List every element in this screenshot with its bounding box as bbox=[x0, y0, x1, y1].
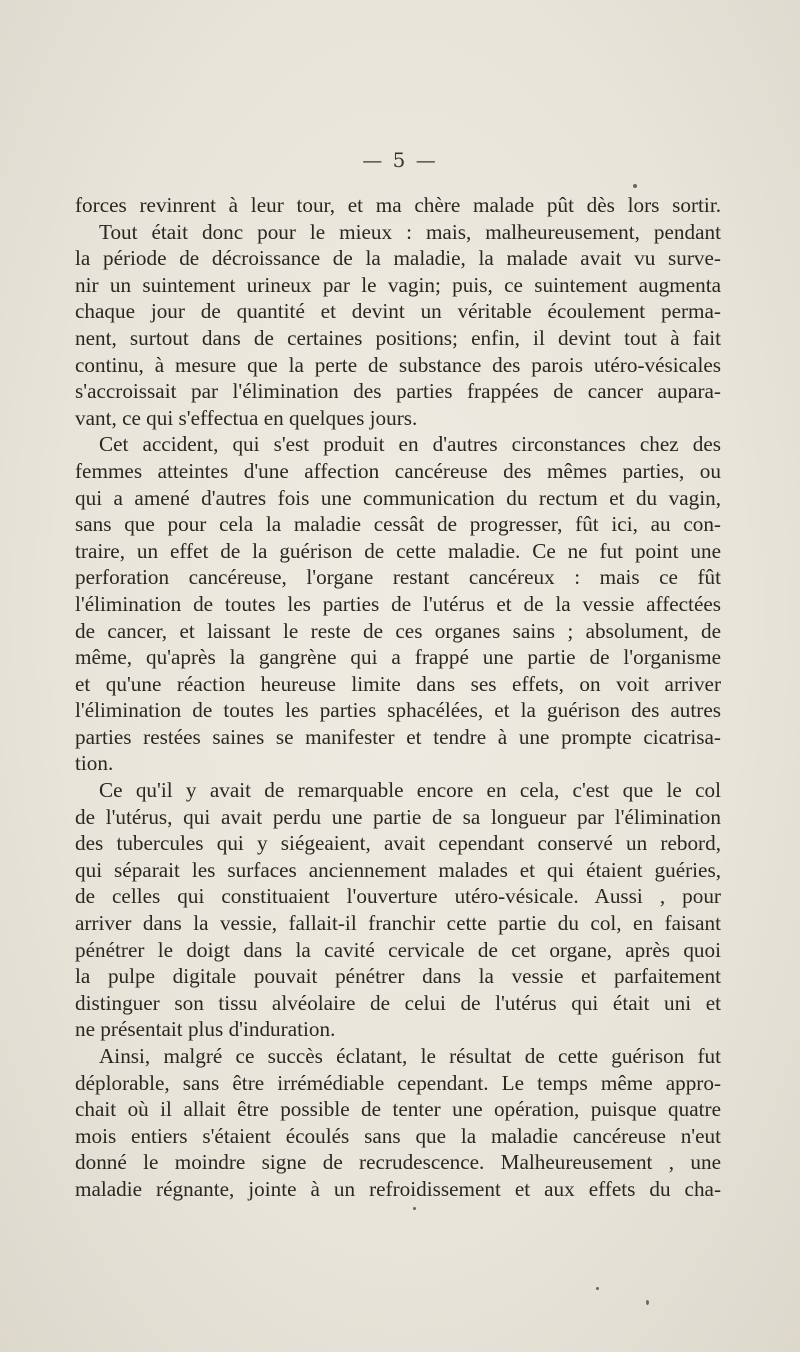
text-line: traire, un effet de la guérison de cette maladie. Ce ne fut point une bbox=[75, 538, 721, 563]
text-line: maladie régnante, jointe à un refroidissement et aux effets du cha- bbox=[75, 1176, 721, 1201]
text-line: qui séparait les surfaces anciennement malades et qui étaient guéries, bbox=[75, 857, 721, 882]
body-text bbox=[75, 192, 721, 1203]
text-line: nir un suintement urineux par le vagin; puis, ce suintement augmenta bbox=[75, 272, 721, 297]
page-number: — 5 — bbox=[362, 148, 438, 172]
text-line: et qu'une réaction heureuse limite dans ses effets, on voit arriver bbox=[75, 671, 721, 696]
text-line: l'élimination de toutes les parties de l'utérus et de la vessie affectées bbox=[75, 591, 721, 616]
text-line: arriver dans la vessie, fallait-il franchir cette partie du col, en faisant bbox=[75, 911, 721, 936]
text-line: parties restées saines se manifester et tendre à une prompte cicatrisa- bbox=[75, 724, 721, 749]
text-line: des tubercules qui y siégeaient, avait cependant conservé un rebord, bbox=[75, 831, 721, 856]
text-line: Cet accident, qui s'est produit en d'autres circonstances chez des bbox=[99, 432, 721, 457]
text-line: l'élimination de toutes les parties sphacélées, et la guérison des autres bbox=[75, 698, 721, 723]
print-speck bbox=[646, 1300, 649, 1305]
text-line: vant, ce qui s'effectua en quelques jours. bbox=[75, 405, 418, 430]
text-line: mois entiers s'étaient écoulés sans que la maladie cancéreuse n'eut bbox=[75, 1123, 721, 1148]
text-line: même, qu'après la gangrène qui a frappé une partie de l'organisme bbox=[75, 645, 721, 670]
print-speck bbox=[633, 184, 637, 188]
text-line: Ce qu'il y avait de remarquable encore en cela, c'est que le col bbox=[99, 778, 721, 803]
text-line: de celles qui constituaient l'ouverture utéro-vésicale. Aussi , pour bbox=[75, 884, 721, 909]
print-speck bbox=[596, 1287, 599, 1290]
text-line: la période de décroissance de la maladie, la malade avait vu surve- bbox=[75, 246, 721, 271]
text-line: chaque jour de quantité et devint un véritable écoulement perma- bbox=[75, 299, 721, 324]
text-line: donné le moindre signe de recrudescence. Malheureusement , une bbox=[75, 1150, 721, 1175]
text-line: continu, à mesure que la perte de substance des parois utéro-vésicales bbox=[75, 352, 721, 377]
text-line: pénétrer le doigt dans la cavité cervicale de cet organe, après quoi bbox=[75, 937, 721, 962]
print-speck bbox=[413, 1207, 416, 1210]
text-line: Ainsi, malgré ce succès éclatant, le résultat de cette guérison fut bbox=[99, 1044, 721, 1068]
text-line: tion. bbox=[75, 751, 114, 776]
text-line: s'accroissait par l'élimination des parties frappées de cancer aupara- bbox=[75, 379, 721, 404]
text-line: forces revinrent à leur tour, et ma chère malade pût dès lors sortir. bbox=[75, 193, 721, 217]
text-line: sans que pour cela la maladie cessât de progresser, fût ici, au con- bbox=[75, 512, 721, 537]
text-line: distinguer son tissu alvéolaire de celui de l'utérus qui était uni et bbox=[75, 990, 721, 1015]
text-line: chait où il allait être possible de tenter une opération, puisque quatre bbox=[75, 1097, 721, 1122]
text-line: déplorable, sans être irrémédiable cependant. Le temps même appro- bbox=[75, 1070, 721, 1095]
text-line: ne présentait plus d'induration. bbox=[75, 1017, 336, 1042]
text-line: femmes atteintes d'une affection cancéreuse des mêmes parties, ou bbox=[75, 458, 721, 483]
text-line: Tout était donc pour le mieux : mais, malheureusement, pendant bbox=[99, 219, 721, 244]
text-line: nent, surtout dans de certaines positions; enfin, il devint tout à fait bbox=[75, 325, 721, 350]
text-line: la pulpe digitale pouvait pénétrer dans la vessie et parfaitement bbox=[75, 964, 721, 989]
text-line: de cancer, et laissant le reste de ces organes sains ; absolument, de bbox=[75, 618, 721, 643]
text-line: de l'utérus, qui avait perdu une partie de sa longueur par l'élimination bbox=[75, 804, 721, 829]
text-line: qui a amené d'autres fois une communication du rectum et du vagin, bbox=[75, 485, 721, 510]
text-line: perforation cancéreuse, l'organe restant cancéreux : mais ce fût bbox=[75, 565, 721, 590]
